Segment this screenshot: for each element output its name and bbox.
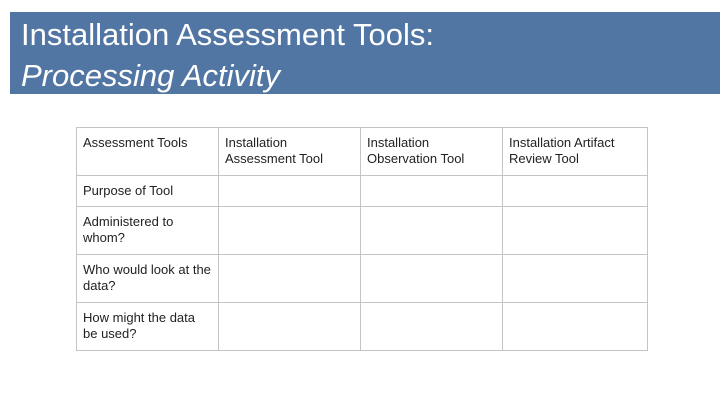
table-cell xyxy=(219,207,361,255)
header-cell-installation-assessment-tool: Installation Assessment Tool xyxy=(219,128,361,176)
table-cell xyxy=(503,207,648,255)
row-label-who-looks: Who would look at the data? xyxy=(77,255,219,303)
slide-subtitle: Processing Activity xyxy=(21,58,280,93)
table-row xyxy=(77,176,648,207)
assessment-table xyxy=(76,127,648,351)
table-cell xyxy=(219,255,361,303)
title-bar xyxy=(10,12,720,94)
table-row xyxy=(77,303,648,351)
table-cell xyxy=(361,176,503,207)
header-cell-installation-observation-tool: Installation Observation Tool xyxy=(361,128,503,176)
row-label-data-use: How might the data be used? xyxy=(77,303,219,351)
table-cell xyxy=(219,303,361,351)
table-cell xyxy=(361,207,503,255)
table-row xyxy=(77,255,648,303)
table-cell xyxy=(361,255,503,303)
slide-title: Installation Assessment Tools: xyxy=(21,17,434,52)
table-cell xyxy=(503,255,648,303)
table-cell xyxy=(361,303,503,351)
table-cell xyxy=(503,303,648,351)
table-header-row xyxy=(77,128,648,176)
row-label-administered: Administered to whom? xyxy=(77,207,219,255)
row-label-purpose: Purpose of Tool xyxy=(77,176,219,207)
table-cell xyxy=(503,176,648,207)
header-cell-installation-artifact-review-tool: Installation Artifact Review Tool xyxy=(503,128,648,176)
table-row xyxy=(77,207,648,255)
table-cell xyxy=(219,176,361,207)
header-cell-assessment-tools: Assessment Tools xyxy=(77,128,219,176)
